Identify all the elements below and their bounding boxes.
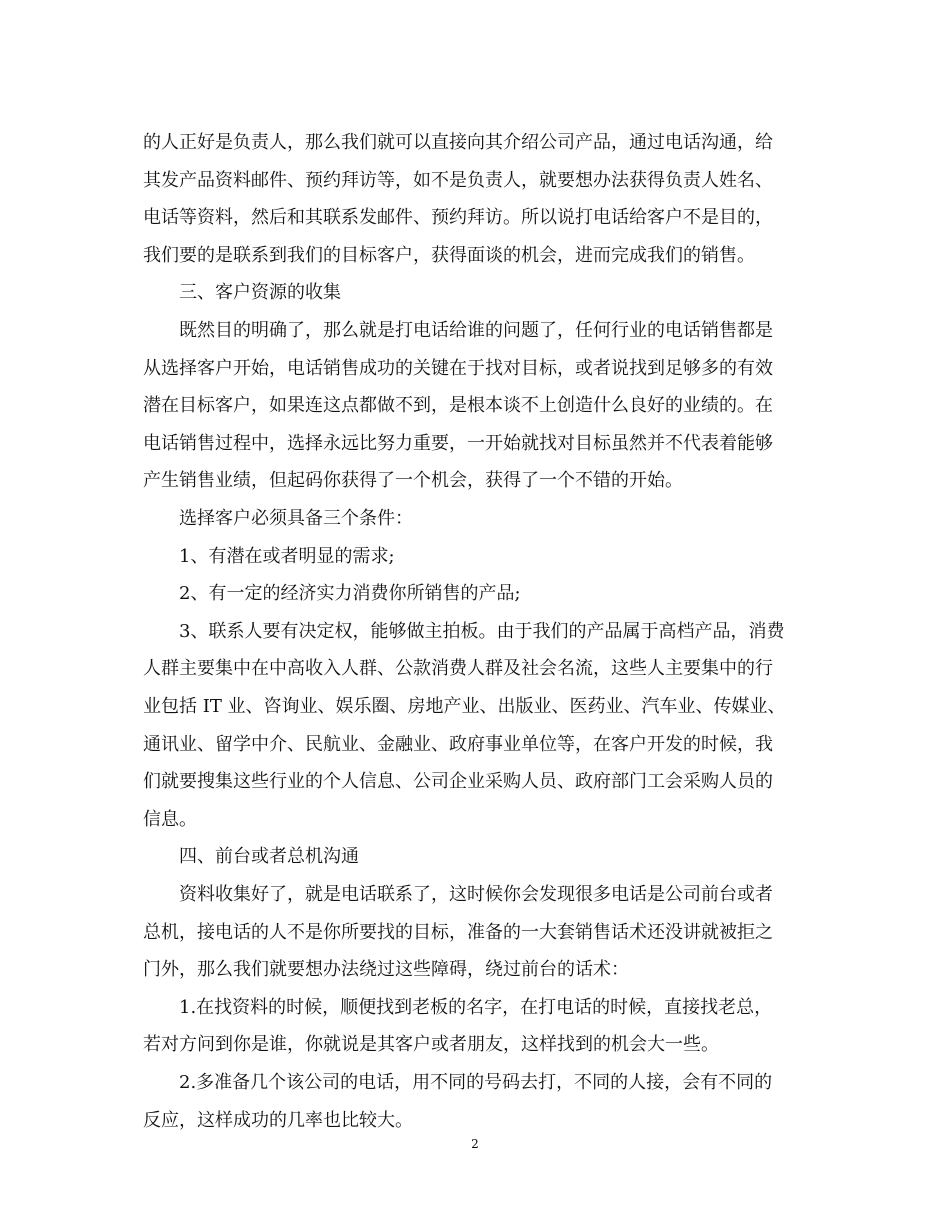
text-line: 产生销售业绩，但起码你获得了一个机会，获得了一个不错的开始。 — [143, 470, 683, 492]
text-line: 们就要搜集这些行业的个人信息、公司企业采购人员、政府部门工会采购人员的 — [143, 771, 773, 793]
text-line: 人群主要集中在中高收入人群、公款消费人群及社会名流，这些人主要集中的行 — [143, 658, 773, 680]
text-line: 四、前台或者总机沟通 — [179, 846, 359, 868]
text-line: 2.多准备几个该公司的电话，用不同的号码去打，不同的人接，会有不同的 — [179, 1072, 773, 1093]
text-line: 潜在目标客户，如果连这点都做不到，是根本谈不上创造什么良好的业绩的。在 — [143, 395, 773, 417]
text-line: 若对方问到你是谁，你就说是其客户或者朋友，这样找到的机会大一些。 — [143, 1034, 719, 1056]
text-line: 1、有潜在或者明显的需求; — [179, 545, 395, 567]
text-line: 通讯业、留学中介、民航业、金融业、政府事业单位等，在客户开发的时候，我 — [143, 733, 773, 755]
text-line: 电话销售过程中，选择永远比努力重要，一开始就找对目标虽然并不代表着能够 — [143, 432, 773, 454]
text-line: 既然目的明确了，那么就是打电话给谁的问题了，任何行业的电话销售都是 — [179, 320, 773, 341]
text-line: 2、有一定的经济实力消费你所销售的产品; — [179, 583, 521, 605]
text-line: 反应，这样成功的几率也比较大。 — [143, 1109, 413, 1131]
text-line: 选择客户必须具备三个条件： — [179, 508, 413, 529]
text-line: 从选择客户开始，电话销售成功的关键在于找对目标，或者说找到足够多的有效 — [143, 357, 773, 379]
text-line: 3、联系人要有决定权，能够做主拍板。由于我们的产品属于高档产品，消费 — [179, 620, 785, 642]
text-line: 总机，接电话的人不是你所要找的目标，准备的一大套销售话术还没讲就被拒之 — [143, 921, 773, 943]
text-line: 业包括 IT 业、咨询业、娱乐圈、房地产业、出版业、医药业、汽车业、传媒业、 — [143, 696, 786, 717]
text-line: 电话等资料，然后和其联系发邮件、预约拜访。所以说打电话给客户不是目的， — [143, 207, 773, 229]
text-line: 其发产品资料邮件、预约拜访等，如不是负责人，就要想办法获得负责人姓名、 — [143, 169, 773, 191]
text-line: 的人正好是负责人，那么我们就可以直接向其介绍公司产品，通过电话沟通，给 — [143, 132, 773, 153]
text-line: 信息。 — [143, 808, 197, 830]
text-line: 资料收集好了，就是电话联系了，这时候你会发现很多电话是公司前台或者 — [179, 884, 773, 905]
text-line: 门外，那么我们就要想办法绕过这些障碍，绕过前台的话术： — [143, 959, 629, 981]
text-line: 1.在找资料的时候，顺便找到老板的名字，在打电话的时候，直接找老总， — [179, 996, 773, 1018]
page-number: 2 — [471, 1137, 479, 1151]
text-line: 我们要的是联系到我们的目标客户，获得面谈的机会，进而完成我们的销售。 — [143, 244, 755, 266]
text-line: 三、客户资源的收集 — [179, 282, 341, 304]
